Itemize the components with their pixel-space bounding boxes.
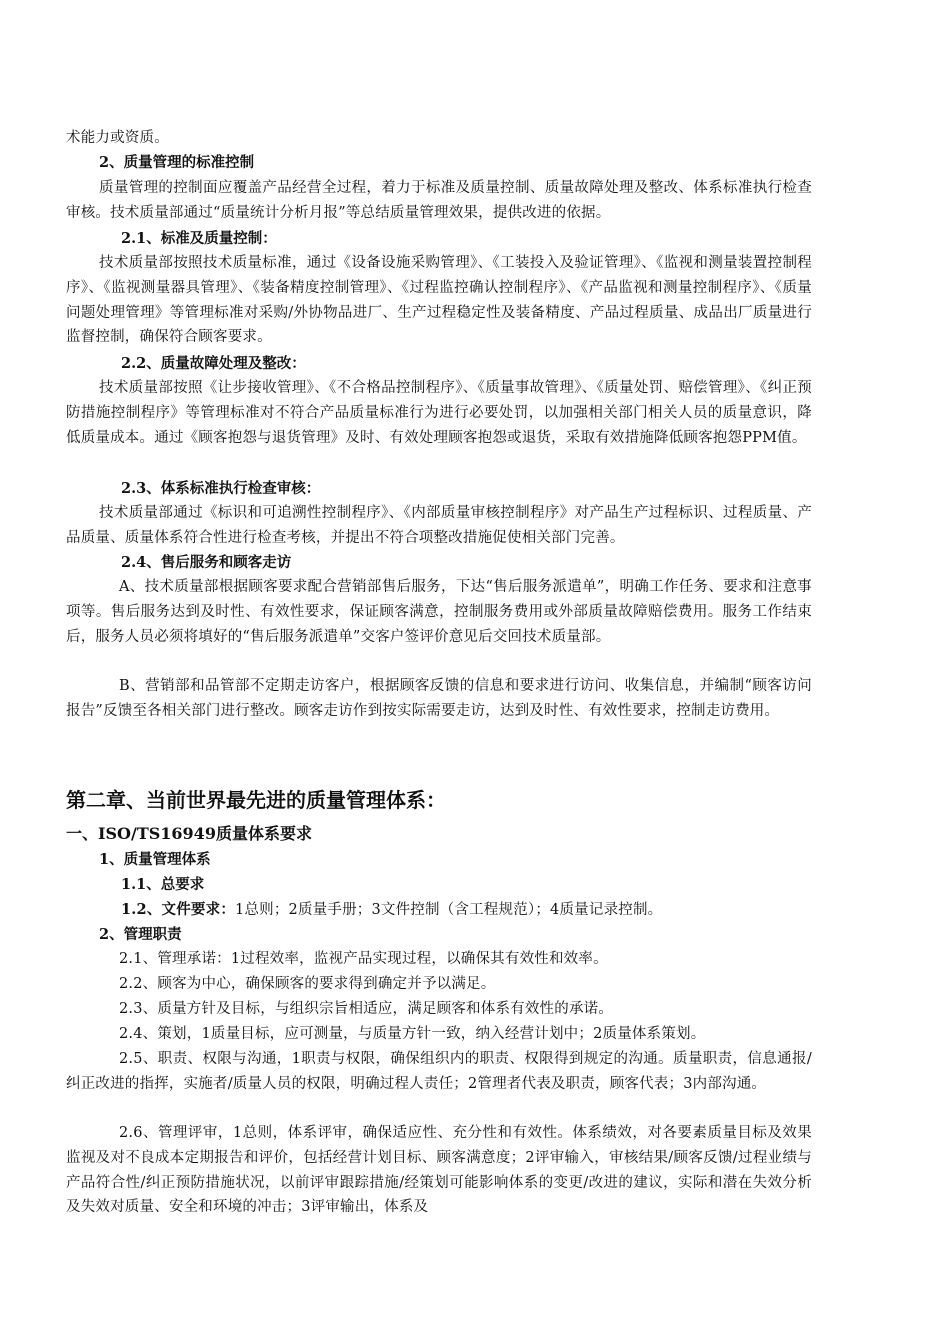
paragraph-c2-1-2 (121, 898, 811, 923)
paragraph-c2-2-4: 2.4、策划，1质量目标，应可测量，与质量方针一致，纳入经营计划中；2质量体系策划。 (119, 1026, 706, 1042)
section-1-title: 一、ISO/TS16949质量体系要求 (66, 824, 312, 843)
paragraph-2: 质量管理的控制面应覆盖产品经营全过程，着力于标准及质量控制、质量故障处理及整改、体系标准执行检查审核。技术质量部通过“质量统计分析月报”等总结质量管理效果，提供改进的依据。 (66, 180, 812, 221)
heading-2-2: 2.2、质量故障处理及整改： (121, 355, 306, 372)
heading-c2-1-1: 1.1、总要求 (121, 876, 205, 893)
paragraph-c2-2-3: 2.3、质量方针及目标，与组织宗旨相适应，满足顾客和体系有效性的承诺。 (119, 1001, 614, 1017)
paragraph-2-1: 技术质量部按照技术质量标准，通过《设备设施采购管理》、《工装投入及验证管理》、《监视和测量装置控制程序》、《监视测量器具管理》、《装备精度控制管理》、《过程监控确认控制程序》、《产品监视和测量控制程序》、《质量问题处理管理》等管理标准对采购/外协物品进厂、生产过程稳定性及装备精度、产品过程质量、成品出厂质量进行监督控制，确保符合顾客要求。 (66, 255, 812, 346)
chapter-2-title: 第二章、当前世界最先进的质量管理体系： (66, 788, 446, 812)
paragraph-c2-2-1: 2.1、管理承诺：1过程效率，监视产品实现过程，以确保其有效性和效率。 (119, 951, 608, 967)
c2-1-2-text: 1总则；2质量手册；3文件控制（含工程规范）；4质量记录控制。 (235, 902, 663, 918)
heading-2-standard-control: 2、质量管理的标准控制 (99, 154, 255, 171)
heading-2-4: 2.4、售后服务和顾客走访 (121, 554, 292, 571)
paragraph-2-3: 技术质量部通过《标识和可追溯性控制程序》、《内部质量审核控制程序》对产品生产过程标识、过程质量、产品质量、质量体系符合性进行检查考核，并提出不符合项整改措施促使相关部门完善。 (66, 505, 812, 546)
paragraph-intro-tail: 术能力或资质。 (66, 130, 169, 146)
paragraph-c2-2-6: 2.6、管理评审，1总则，体系评审，确保适应性、充分性和有效性。体系绩效，对各要素质量目标及效果监视及对不良成本定期报告和评价，包括经营计划目标、顾客满意度；2评审输入，审核结果/顾客反馈/过程业绩与产品符合性/纠正预防措施状况，以前评审跟踪措施/经策划可能影响体系的变更/改进的建议，实际和潜在失效分析及失效对质量、安全和环境的冲击；3评审输出，体系及 (66, 1125, 812, 1216)
heading-2-3: 2.3、体系标准执行检查审核： (121, 480, 321, 497)
c2-1-2-lead: 1.2、文件要求： (121, 901, 236, 918)
paragraph-2-4-b: B、营销部和品管部不定期走访客户，根据顾客反馈的信息和要求进行访问、收集信息，并编制“顾客访问报告”反馈至各相关部门进行整改。顾客走访作到按实际需要走访，达到及时性、有效性要求，控制走访费用。 (66, 678, 812, 719)
paragraph-c2-2-5: 2.5、职责、权限与沟通，1职责与权限，确保组织内的职责、权限得到规定的沟通。质量职责，信息通报/纠正改进的指挥，实施者/质量人员的权限，明确过程人责任；2管理者代表及职责，顾客代表；3内部沟通。 (66, 1051, 812, 1092)
paragraph-2-2: 技术质量部按照《让步接收管理》、《不合格品控制程序》、《质量事故管理》、《质量处罚、赔偿管理》、《纠正预防措施控制程序》等管理标准对不符合产品质量标准行为进行必要处罚，以加强相关部门相关人员的质量意识，降低质量成本。通过《顾客抱怨与退货管理》及时、有效处理顾客抱怨或退货，采取有效措施降低顾客抱怨PPM值。 (66, 380, 812, 446)
heading-2-1: 2.1、标准及质量控制： (121, 230, 277, 247)
heading-c2-1: 1、质量管理体系 (99, 851, 211, 868)
paragraph-c2-2-2: 2.2、顾客为中心，确保顾客的要求得到确定并予以满足。 (119, 976, 496, 992)
paragraph-2-4-a: A、技术质量部根据顾客要求配合营销部售后服务，下达“售后服务派遣单”，明确工作任务、要求和注意事项等。售后服务达到及时性、有效性要求，保证顾客满意，控制服务费用或外部质量故障赔偿费用。服务工作结束后，服务人员必须将填好的“售后服务派遣单”交客户签评价意见后交回技术质量部。 (66, 579, 812, 645)
heading-c2-2: 2、管理职责 (99, 926, 182, 943)
